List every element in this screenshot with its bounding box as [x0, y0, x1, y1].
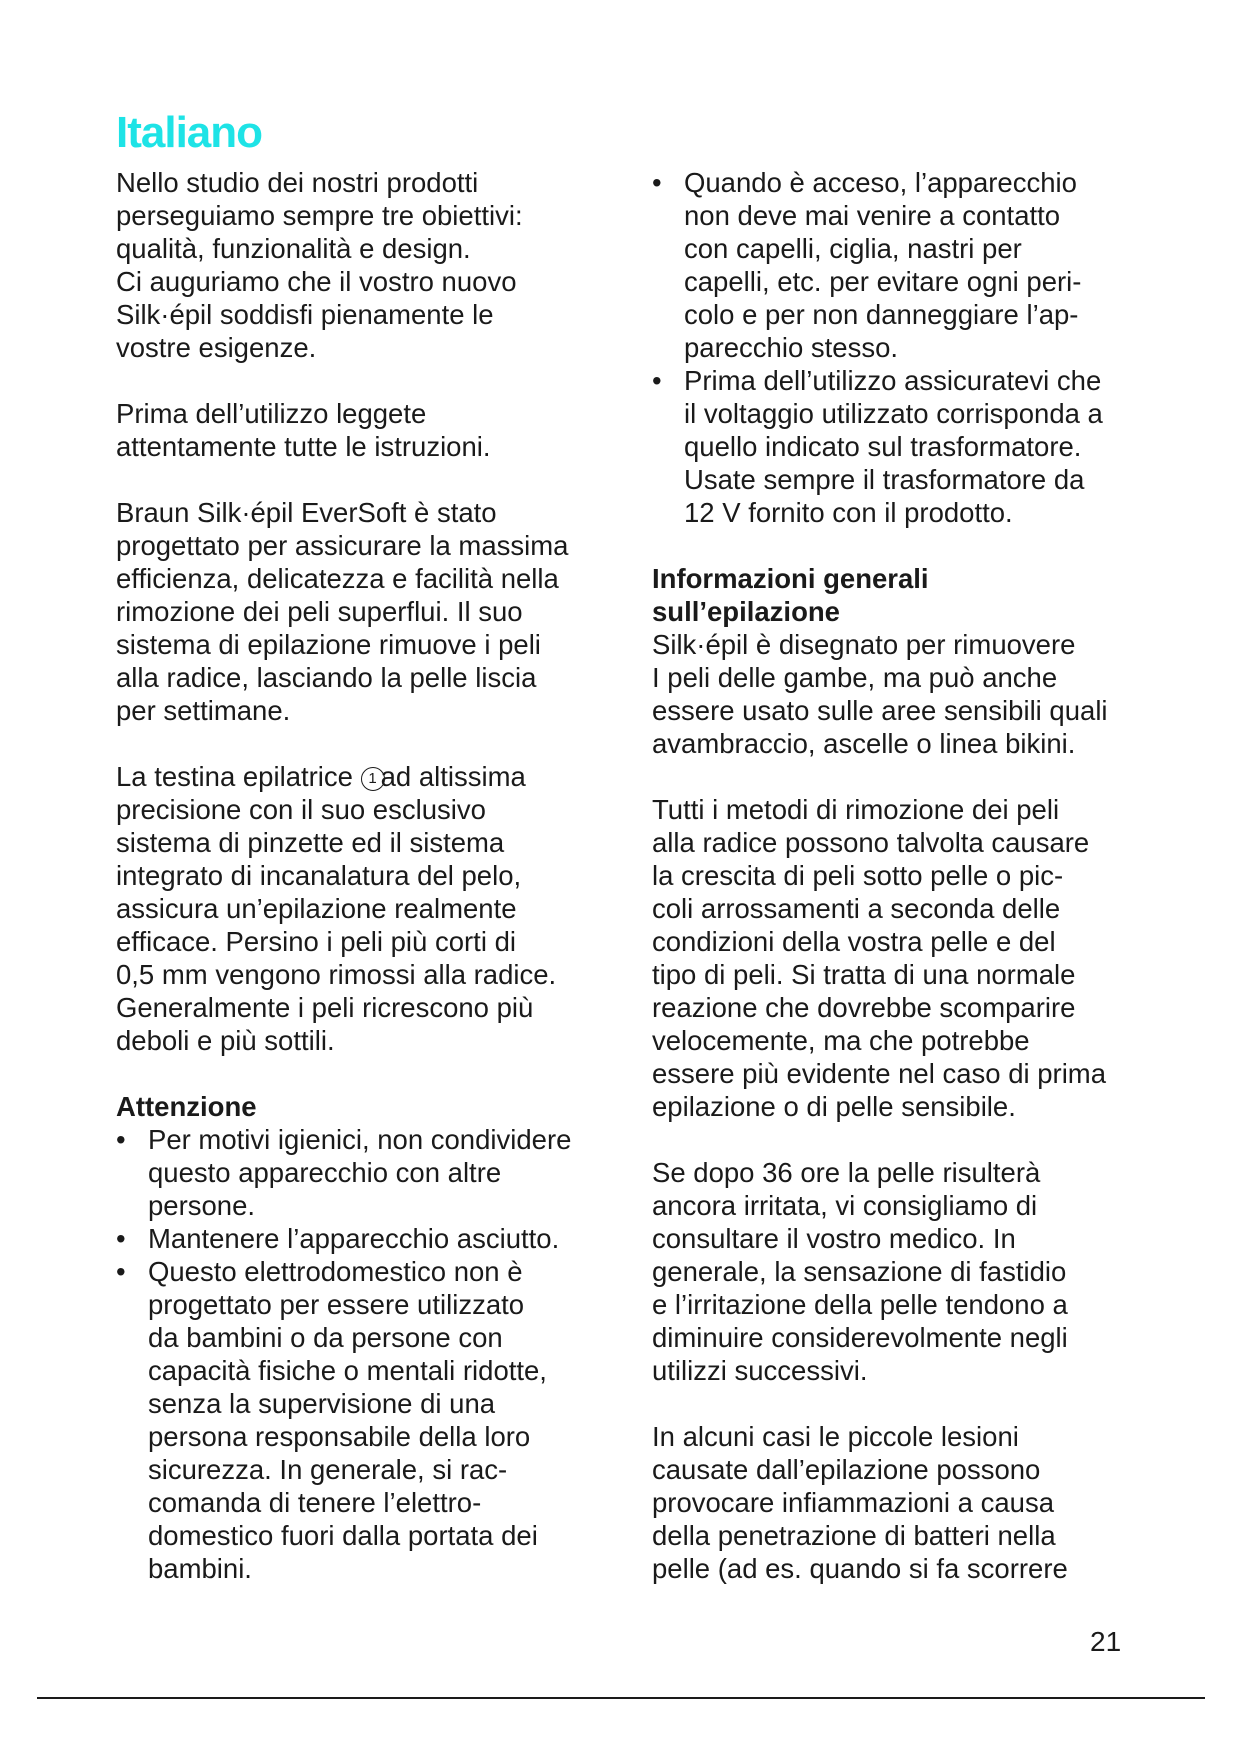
list-item	[116, 1255, 616, 1585]
side-effects-paragraph: Tutti i metodi di rimozione dei peli alla radice possono talvolta causare la crescita di peli sotto pelle o pic- coli arrossamenti a seconda delle condizioni della vostra pelle e del tipo di peli. Si tratta di una normale reazione che dovrebbe scomparire velocemente, ma che potrebbe essere più evidente nel caso di prima epilazione o di pelle sensibile.	[652, 794, 1107, 1122]
irritation-advice-paragraph: Se dopo 36 ore la pelle risulterà ancora irritata, vi consigliamo di consultare il vostro medico. In generale, la sensazione di fastidio e l’irritazione della pelle tendono a diminuire considerevolmente negli utilizzi successivi.	[652, 1157, 1068, 1386]
bullet-icon: •	[116, 1124, 126, 1155]
inflammation-paragraph: In alcuni casi le piccole lesioni causate dall’epilazione possono provocare infiammazioni a causa della penetrazione di batteri nella pelle (ad es. quando si fa scorrere	[652, 1421, 1068, 1584]
list-item-text: Prima dell’utilizzo assicuratevi che il voltaggio utilizzato corrisponda a quello indicato sul trasformatore. Usate sempre il trasformatore da 12 V fornito con il prodotto.	[684, 365, 1103, 528]
list-item	[652, 166, 1152, 364]
safety-list	[652, 166, 1152, 529]
epilator-head-text-end: ad altissima precisione con il suo esclusivo sistema di pinzette ed il sistema integrato di incanalatura del pelo, assicura un’epilazione realmente efficace. Persino i peli più corti di 0,5 mm vengono rimossi alla radice. Generalmente i peli ricrescono più deboli e più sottili.	[116, 761, 557, 1056]
page-title: Italiano	[116, 108, 263, 157]
list-item-text: Per motivi igienici, non condividere questo apparecchio con altre persone.	[148, 1124, 572, 1221]
right-column	[652, 166, 1152, 1585]
list-item-text: Mantenere l’apparecchio asciutto.	[148, 1223, 560, 1254]
page-number: 21	[1090, 1626, 1122, 1657]
left-column	[116, 166, 616, 1585]
epilator-head-paragraph	[116, 760, 616, 1057]
bullet-icon: •	[116, 1223, 126, 1254]
attention-heading: Attenzione	[116, 1091, 257, 1122]
list-item-text: Questo elettrodomestico non è progettato per essere utilizzato da bambini o da persone con capacità fisiche o mentali ridotte, senza la supervisione di una persona responsabile della loro sicurezza. In generale, si rac- comanda di tenere l’elettro- domestico fuori dalla portata dei bambini.	[148, 1256, 547, 1584]
intro-paragraph: Nello studio dei nostri prodotti perseguiamo sempre tre obiettivi: qualità, funzionalità e design. Ci auguriamo che il vostro nuovo Silk·épil soddisfi pienamente le vostre esigenze.	[116, 167, 523, 363]
attention-list	[116, 1123, 616, 1585]
list-item	[116, 1123, 616, 1222]
part-reference-1-icon: 1	[361, 767, 385, 791]
product-description-paragraph: Braun Silk·épil EverSoft è stato progettato per assicurare la massima efficienza, delicatezza e facilità nella rimozione dei peli superflui. Il suo sistema di epilazione rimuove i peli alla radice, lasciando la pelle liscia per settimane.	[116, 497, 569, 726]
epilator-head-text-start: La testina epilatrice	[116, 761, 361, 792]
general-info-heading: Informazioni generali sull’epilazione	[652, 563, 929, 627]
bullet-icon: •	[652, 167, 662, 198]
bullet-icon: •	[116, 1256, 126, 1287]
read-instructions-paragraph: Prima dell’utilizzo leggete attentamente tutte le istruzioni.	[116, 398, 491, 462]
bullet-icon: •	[652, 365, 662, 396]
footer-divider	[37, 1697, 1205, 1699]
usage-areas-paragraph: Silk·épil è disegnato per rimuovere I peli delle gambe, ma può anche essere usato sulle aree sensibili quali avambraccio, ascelle o linea bikini.	[652, 629, 1108, 759]
list-item	[652, 364, 1152, 529]
list-item-text: Quando è acceso, l’apparecchio non deve mai venire a contatto con capelli, ciglia, nastri per capelli, etc. per evitare ogni peri- colo e per non danneggiare l’ap- parecchio stesso.	[684, 167, 1082, 363]
list-item	[116, 1222, 616, 1255]
